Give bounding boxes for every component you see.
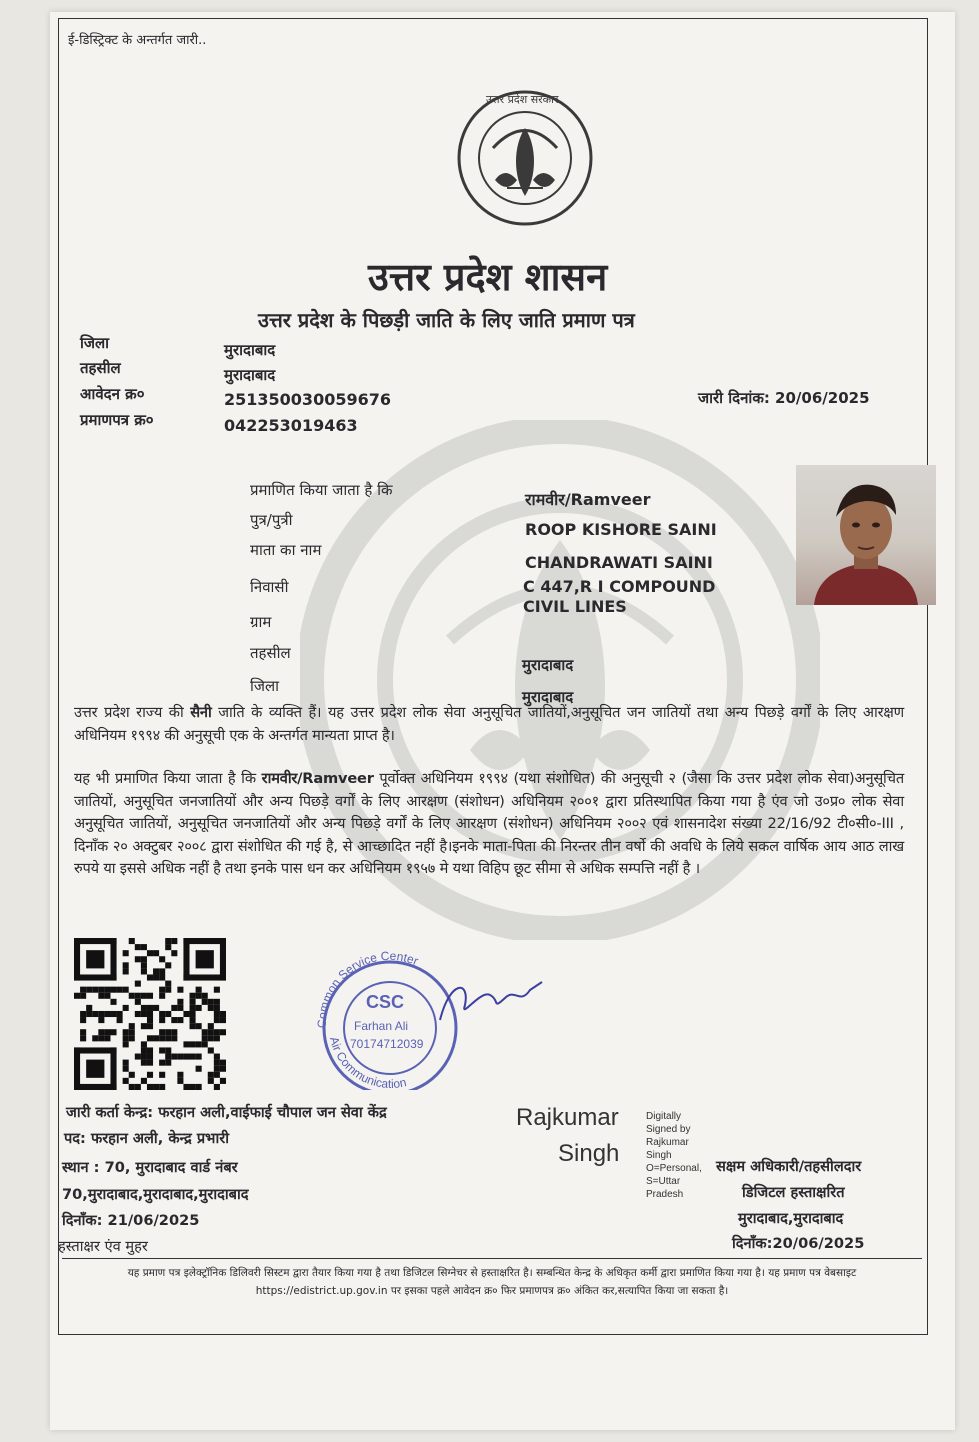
issuer-date: दिनाँक: 21/06/2025 [62,1212,200,1229]
signature-label: हस्ताक्षर एंव मुहर [58,1238,148,1255]
authority-place: मुरादाबाद,मुरादाबाद [738,1210,844,1227]
mother-name: CHANDRAWATI SAINI [525,553,713,572]
digital-signer-name-1: Rajkumar [516,1104,619,1131]
issuer-place-2: 70,मुरादाबाद,मुरादाबाद,मुरादाबाद [62,1186,249,1203]
up-government-emblem-icon [455,88,595,228]
address-line-1: C 447,R I COMPOUND [523,577,716,596]
village-label: ग्राम [250,613,272,631]
address-line-2: CIVIL LINES [523,597,627,616]
district-detail-value: मुरादाबाद [522,688,574,706]
stamp-phone: 70174712039 [350,1037,424,1051]
certificate-number-value: 042253019463 [224,416,358,435]
applicant-photo [796,465,936,605]
applicant-name-inline: रामवीर/Ramveer [261,770,374,787]
tehsil-detail-label: तहसील [250,644,291,662]
stamp-ring-top: Common Service Center [314,950,421,1029]
digital-signer-name-2: Singh [558,1140,620,1167]
applicant-name: रामवीर/Ramveer [525,490,651,509]
district-detail-label: जिला [250,677,280,695]
authority-title: सक्षम अधिकारी/तहसीलदार [716,1158,862,1175]
issuer-post: पद: फरहान अली, केन्द्र प्रभारी [64,1130,229,1147]
emblem-text: उत्तर प्रदेश सरकार [486,93,559,106]
authority-date: दिनाँक:20/06/2025 [732,1235,865,1252]
certified-label: प्रमाणित किया जाता है कि [250,481,393,499]
district-value: मुरादाबाद [224,341,276,359]
resident-label: निवासी [250,578,289,596]
caste-paragraph: उत्तर प्रदेश राज्य की सैनी जाति के व्यक्ति हैं। यह उत्तर प्रदेश लोक सेवा अनुसूचित जातियों,अनुसूचित जन जातियों तथा अन्य पिछड़े वर्गों के लिए आरक्षण अधिनियम १९९४ की अनुसूची एक के अन्तर्गत मान्यता प्राप्त है। [74,704,904,744]
main-title: उत्तर प्रदेश शासन [368,254,608,299]
mother-label: माता का नाम [250,541,322,559]
digital-signature-details: Digitally Signed by Rajkumar Singh O=Personal, S=Uttar Pradesh [646,1111,702,1200]
application-number-value: 251350030059676 [224,390,391,409]
footer-divider [62,1258,922,1259]
certificate-number-label: प्रमाणपत्र क्र० [80,411,154,429]
application-number-label: आवेदन क्र० [80,385,145,403]
issuing-center: जारी कर्ता केन्द्र: फरहान अली,वाईफाई चौपाल जन सेवा केंद्र [66,1104,387,1121]
header-note: ई-डिस्ट्रिक्ट के अन्तर्गत जारी.. [68,33,207,48]
svg-text:Common Service Center [315,950,421,1028]
stamp-center: CSC [366,992,405,1012]
certification-paragraph: यह भी प्रमाणित किया जाता है कि रामवीर/Ramveer पूर्वोक्त अधिनियम १९९४ (यथा संशोधित) की अनुसूची २ (जैसा कि उत्तर प्रदेश लोक सेवा)अनुसूचित जातियों, अनुसूचित जनजातियों और अन्य पिछड़े वर्गों के लिए आरक्षण (संशोधन) अधिनियम २००१ द्वारा प्रतिस्थापित किया गया है एंव जो उ०प्र० लोक सेवा अनुसूचित जातियों, अनुसूचित जनजातियों और अन्य पिछड़े वर्गों के लिए आरक्षण (संशोधन) अधिनियम २००२ एवं शासनादेश संख्या 22/16/92 टी०सी०-III , दिनाँक २० अक्टुबर २००८ द्वारा संशोधित की गई है, से आच्छादित नहीं है।इनके माता-पिता की निरन्तर तीन वर्षो की अवधि के लिये सकल वार्षिक आय आठ लाख रुपये या इससे अधिक नहीं है तथा इनके पास धन कर अधिनियम १९५७ मे यथा विहिप छूट सीमा से अधिक सम्पत्ति नहीं है । [74,770,904,877]
stamp-ring-bottom: Air Communication [326,1035,408,1090]
subtitle: उत्तर प्रदेश के पिछड़ी जाति के लिए जाति प्रमाण पत्र [258,308,635,332]
tehsil-value: मुरादाबाद [224,366,276,384]
tehsil-detail-value: मुरादाबाद [522,656,574,674]
signature-icon [430,960,550,1030]
father-name: ROOP KISHORE SAINI [525,520,717,539]
district-label: जिला [80,334,110,352]
son-label: पुत्र/पुत्री [250,511,293,529]
tehsil-label: तहसील [80,359,121,377]
issuer-place-1: स्थान : 70, मुरादाबाद वार्ड नंबर [62,1159,238,1176]
footer-note: यह प्रमाण पत्र इलेक्ट्रॉनिक डिलिवरी सिस्टम द्वारा तैयार किया गया है तथा डिजिटल सिग्नेचर से हस्ताक्षरित है। सम्बन्धित केन्द्र के अधिकृत कर्मी द्वारा प्रमाणित किया गया है। यह प्रमाण पत्र वेबसाइट https://edistrict.up.gov.in पर इसका पहले आवेदन क्र० फिर प्रमाणपत्र क्र० अंकित कर,सत्यापित किया जा सकता है। [127,1267,857,1297]
issue-date: जारी दिनांक: 20/06/2025 [698,389,870,407]
qr-code-icon [74,938,226,1090]
caste-name: सैनी [190,704,212,721]
authority-digital-sign: डिजिटल हस्ताक्षरित [742,1184,845,1201]
stamp-name: Farhan Ali [354,1019,409,1033]
